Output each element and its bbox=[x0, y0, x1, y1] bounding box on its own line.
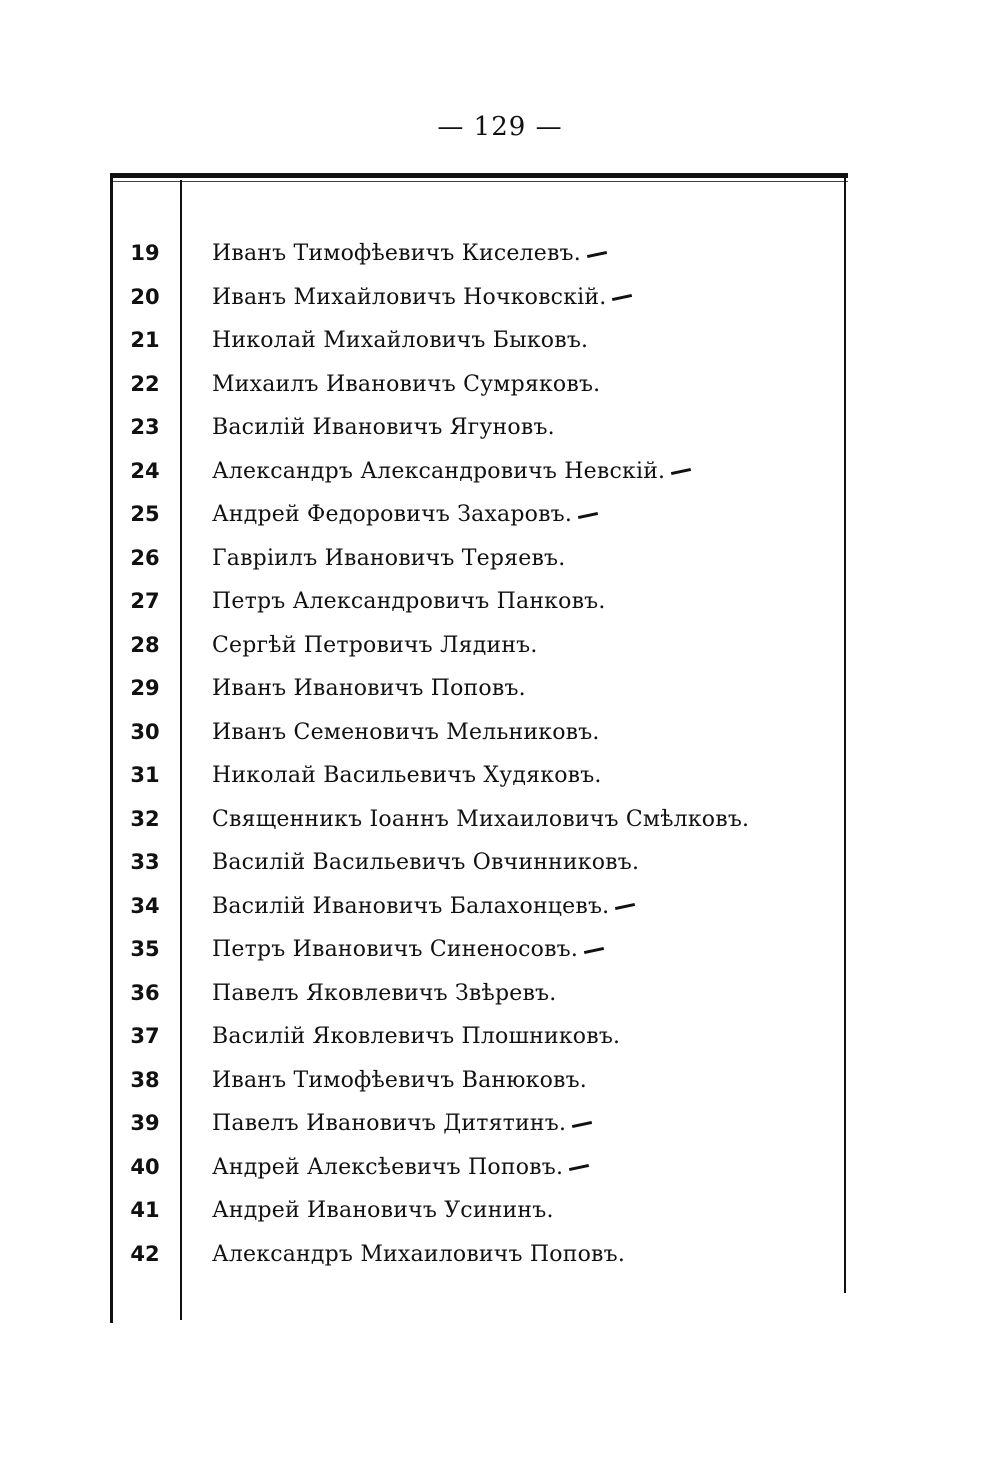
entry-name bbox=[212, 972, 556, 1015]
list-item bbox=[0, 276, 1000, 320]
entry-name bbox=[212, 493, 598, 536]
entry-name-text: Александръ Александровичъ Невскій. bbox=[212, 458, 666, 484]
list-item bbox=[0, 841, 1000, 885]
entry-number: 36 bbox=[130, 980, 160, 1005]
list-item bbox=[0, 1102, 1000, 1146]
entry-number: 33 bbox=[130, 850, 160, 874]
entry-name bbox=[212, 580, 606, 623]
entry-name-text: Михаилъ Ивановичъ Сумряковъ. bbox=[212, 371, 601, 397]
entry-name-text: Василій Ивановичъ Балахонцевъ. bbox=[212, 893, 610, 919]
entry-name-text: Александръ Михаиловичъ Поповъ. bbox=[212, 1241, 626, 1267]
entry-name-text: Николай Васильевичъ Худяковъ. bbox=[212, 763, 602, 788]
handwritten-dash-mark bbox=[615, 903, 635, 910]
entry-name-text: Гавріилъ Ивановичъ Теряевъ. bbox=[212, 545, 566, 571]
list-item bbox=[0, 580, 1000, 624]
table-top-rule bbox=[112, 173, 848, 178]
entry-name-text: Василій Ивановичъ Ягуновъ. bbox=[212, 415, 555, 440]
entry-name bbox=[212, 928, 604, 971]
entry-name-text: Иванъ Семеновичъ Мельниковъ. bbox=[212, 719, 600, 745]
entry-name-text: Петръ Александровичъ Панковъ. bbox=[212, 589, 606, 614]
list-item bbox=[0, 1059, 1000, 1103]
list-item bbox=[0, 754, 1000, 798]
handwritten-dash-mark bbox=[612, 294, 632, 301]
entry-name-text: Андрей Ивановичъ Усининъ. bbox=[212, 1198, 554, 1223]
entry-number: 26 bbox=[130, 545, 160, 570]
entry-number: 35 bbox=[130, 937, 160, 961]
handwritten-dash-mark bbox=[569, 1164, 589, 1171]
entry-name bbox=[212, 885, 635, 928]
list-item bbox=[0, 928, 1000, 972]
entry-name bbox=[212, 1189, 554, 1232]
entry-name-text: Николай Михайловичъ Быковъ. bbox=[212, 328, 589, 353]
list-item bbox=[0, 1015, 1000, 1059]
entry-name bbox=[212, 1233, 625, 1276]
list-item bbox=[0, 885, 1000, 929]
page-number: — 129 — bbox=[437, 112, 563, 142]
entry-number: 27 bbox=[130, 589, 160, 613]
entry-name bbox=[212, 754, 602, 797]
entry-name-text: Павелъ Яковлевичъ Звѣревъ. bbox=[212, 980, 557, 1006]
entry-name-text: Иванъ Тимофѣевичъ Киселевъ. bbox=[212, 241, 581, 266]
list-item bbox=[0, 972, 1000, 1016]
entry-name bbox=[212, 1015, 620, 1058]
entry-number: 22 bbox=[130, 371, 160, 396]
entry-name bbox=[212, 363, 600, 406]
list-item bbox=[0, 450, 1000, 494]
entry-name-text: Сергѣй Петровичъ Лядинъ. bbox=[212, 632, 538, 658]
name-list bbox=[0, 232, 1000, 1276]
entry-name bbox=[212, 450, 691, 493]
list-item bbox=[0, 1146, 1000, 1190]
list-item bbox=[0, 232, 1000, 276]
entry-number: 39 bbox=[130, 1111, 160, 1135]
entry-name-text: Священникъ Іоаннъ Михаиловичъ Смѣлковъ. bbox=[212, 806, 750, 832]
list-item bbox=[0, 624, 1000, 668]
entry-name-text: Павелъ Ивановичъ Дитятинъ. bbox=[212, 1111, 567, 1136]
entry-name bbox=[212, 841, 639, 884]
list-item bbox=[0, 1189, 1000, 1233]
handwritten-dash-mark bbox=[584, 946, 604, 953]
entry-name-text: Петръ Ивановичъ Синеносовъ. bbox=[212, 937, 579, 962]
entry-name bbox=[212, 1059, 587, 1102]
entry-number: 20 bbox=[130, 284, 160, 309]
entry-name bbox=[212, 798, 749, 841]
entry-number: 42 bbox=[130, 1241, 160, 1266]
list-item bbox=[0, 667, 1000, 711]
entry-name-text: Иванъ Ивановичъ Поповъ. bbox=[212, 676, 526, 701]
entry-number: 38 bbox=[130, 1067, 160, 1092]
entry-name bbox=[212, 319, 588, 362]
entry-number: 34 bbox=[130, 893, 160, 918]
entry-name-text: Иванъ Тимофѣевичъ Ванюковъ. bbox=[212, 1067, 587, 1093]
list-item bbox=[0, 711, 1000, 755]
entry-number: 19 bbox=[130, 241, 160, 265]
handwritten-dash-mark bbox=[578, 511, 598, 518]
handwritten-dash-mark bbox=[671, 468, 691, 475]
entry-name bbox=[212, 624, 538, 667]
list-item bbox=[0, 319, 1000, 363]
entry-name bbox=[212, 232, 607, 275]
entry-number: 41 bbox=[130, 1198, 160, 1222]
entry-name bbox=[212, 537, 565, 580]
entry-number: 40 bbox=[130, 1154, 160, 1179]
entry-number: 31 bbox=[130, 763, 160, 787]
entry-name bbox=[212, 711, 600, 754]
entry-number: 25 bbox=[130, 502, 160, 526]
list-item bbox=[0, 537, 1000, 581]
entry-name bbox=[212, 276, 632, 319]
entry-number: 28 bbox=[130, 632, 160, 657]
entry-name-text: Василій Яковлевичъ Плошниковъ. bbox=[212, 1024, 621, 1049]
list-item bbox=[0, 493, 1000, 537]
entry-name bbox=[212, 406, 555, 449]
entry-name-text: Андрей Федоровичъ Захаровъ. bbox=[212, 502, 573, 527]
entry-name bbox=[212, 667, 526, 710]
entry-name-text: Иванъ Михайловичъ Ночковскій. bbox=[212, 284, 607, 310]
table-top-rule-thin bbox=[112, 181, 848, 182]
list-item bbox=[0, 798, 1000, 842]
entry-number: 30 bbox=[130, 719, 160, 744]
entry-number: 23 bbox=[130, 415, 160, 439]
handwritten-dash-mark bbox=[587, 250, 607, 257]
entry-number: 21 bbox=[130, 328, 160, 352]
entry-name bbox=[212, 1102, 592, 1145]
entry-name bbox=[212, 1146, 589, 1189]
entry-name-text: Василій Васильевичъ Овчинниковъ. bbox=[212, 850, 640, 875]
list-item bbox=[0, 363, 1000, 407]
entry-number: 32 bbox=[130, 806, 160, 831]
list-item bbox=[0, 1233, 1000, 1277]
entry-number: 37 bbox=[130, 1024, 160, 1048]
list-item bbox=[0, 406, 1000, 450]
handwritten-dash-mark bbox=[572, 1120, 592, 1127]
entry-name-text: Андрей Алексѣевичъ Поповъ. bbox=[212, 1154, 564, 1180]
entry-number: 29 bbox=[130, 676, 160, 700]
entry-number: 24 bbox=[130, 458, 160, 483]
